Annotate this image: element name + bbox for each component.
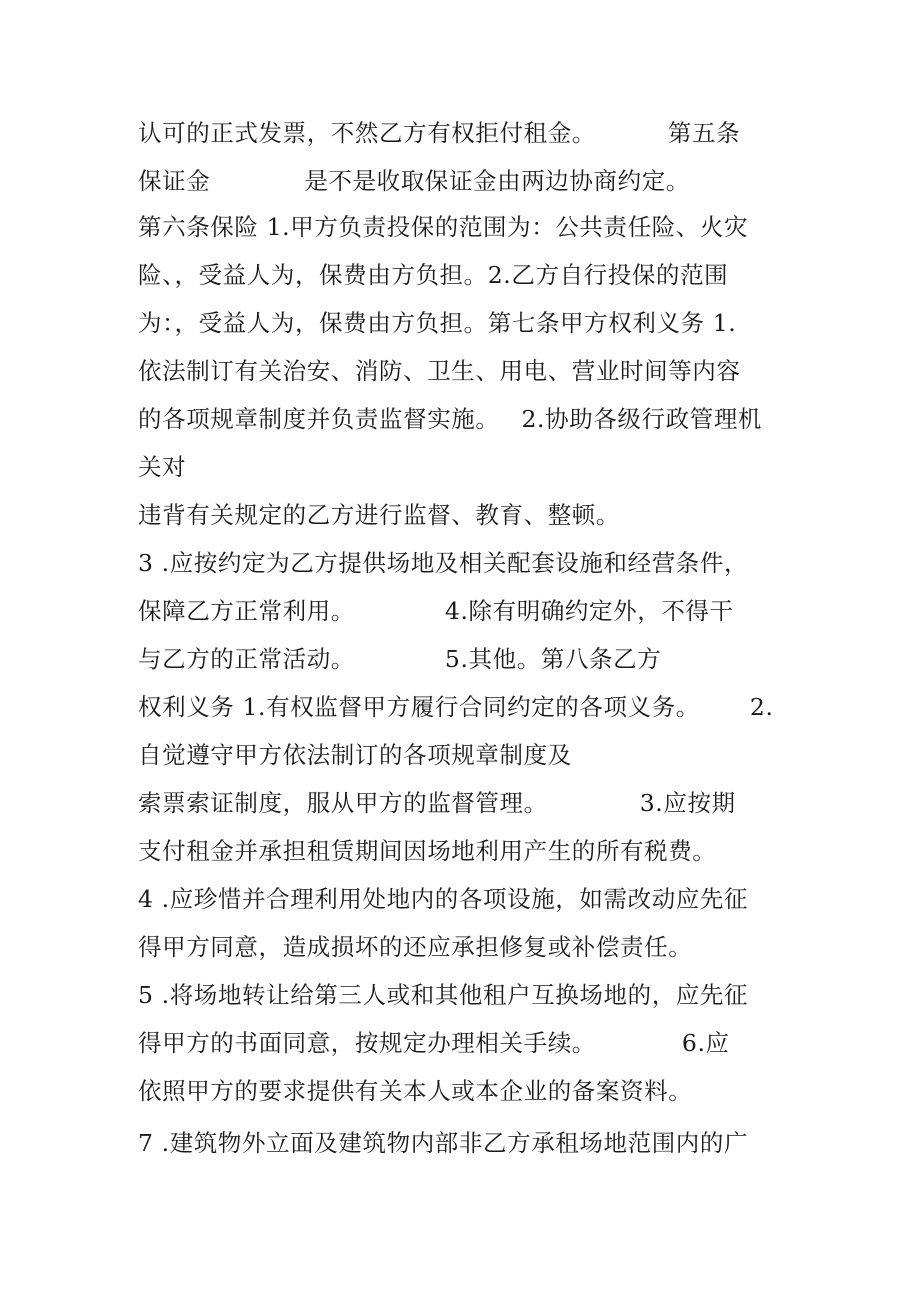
text-line: 认可的正式发票，不然乙方有权拒付租金。 第五条: [138, 119, 741, 147]
text-line: 保证金 是不是收取保证金由两边协商约定。: [138, 167, 690, 195]
text-line: 依照甲方的要求提供有关本人或本企业的备案资料。: [138, 1077, 693, 1105]
text-line: 3 .应按约定为乙方提供场地及相关配套设施和经营条件，: [138, 549, 749, 577]
text-line: 依法制订有关治安、消防、卫生、用电、营业时间等内容: [138, 357, 741, 385]
text-line: 自觉遵守甲方依法制订的各项规章制度及: [138, 741, 572, 769]
text-line: 保障乙方正常利用。 4.除有明确约定外，不得干: [138, 597, 734, 625]
text-line: 索票索证制度，服从甲方的监督管理。 3.应按期: [138, 789, 736, 817]
text-line: 4 .应珍惜并合理利用处地内的各项设施，如需改动应先征: [138, 885, 749, 913]
text-line: 7 .建筑物外立面及建筑物内部非乙方承租场地范围内的广: [138, 1129, 749, 1157]
text-line: 为：，受益人为，保费由方负担。第七条甲方权利义务 1.: [138, 309, 737, 337]
text-line: 违背有关规定的乙方进行监督、教育、整顿。: [138, 501, 620, 529]
text-line: 得甲方同意，造成损坏的还应承担修复或补偿责任。: [138, 933, 693, 961]
text-line: 与乙方的正常活动。 5.其他。第八条乙方: [138, 645, 662, 673]
text-line: 支付租金并承担租赁期间因场地利用产生的所有税费。: [138, 837, 717, 865]
text-line: 关对: [138, 453, 187, 481]
text-line: 的各项规章制度并负责监督实施。 2.协助各级行政管理机: [138, 405, 763, 433]
text-line: 权利义务 1.有权监督甲方履行合同约定的各项义务。 2.: [138, 693, 774, 721]
text-line: 得甲方的书面同意，按规定办理相关手续。 6.应: [138, 1029, 730, 1057]
text-line: 险、，受益人为，保费由方负担。2.乙方自行投保的范围: [138, 261, 729, 289]
text-line: 第六条保险 1.甲方负责投保的范围为：公共责任险、火灾: [138, 213, 749, 241]
text-line: 5 .将场地转让给第三人或和其他租户互换场地的，应先征: [138, 981, 749, 1009]
